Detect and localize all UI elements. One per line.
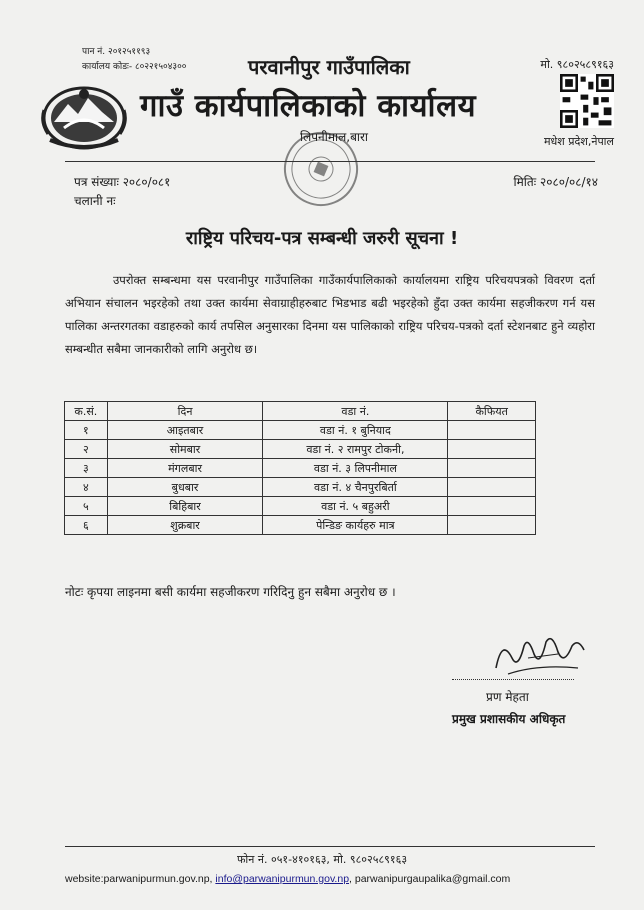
cell-day: मंगलबार <box>107 459 263 478</box>
table-row <box>65 516 536 535</box>
footer-contacts <box>65 873 510 885</box>
cell-ward: पेन्डिङ कार्यहरु मात्र <box>263 516 448 535</box>
footer-phone: फोन नं. ०५१-४१०१६३, मो. ९८०२५८९१६३ <box>236 853 408 866</box>
cell-remarks <box>448 459 536 478</box>
gmail-email-link[interactable]: , parwanipurgaupalika@gmail.com <box>349 873 511 885</box>
table-header-row <box>65 402 536 421</box>
notice-note: नोटः कृपया लाइनमा बसी कार्यमा सहजीकरण गरिदिनु हुन सबैमा अनुरोध छ । <box>65 585 396 599</box>
cell-day: सोमबार <box>107 440 263 459</box>
cell-serial: ६ <box>65 516 108 535</box>
col-serial: क.सं. <box>65 402 108 421</box>
col-day: दिन <box>107 402 263 421</box>
table-row <box>65 440 536 459</box>
cell-remarks <box>448 497 536 516</box>
table-row <box>65 459 536 478</box>
official-stamp-icon <box>280 128 362 210</box>
office-address: लिपनीमाल,बारा <box>300 130 369 144</box>
cell-remarks <box>448 478 536 497</box>
province: मधेश प्रदेश,नेपाल <box>543 135 614 148</box>
table-row <box>65 421 536 440</box>
cell-remarks <box>448 516 536 535</box>
cell-serial: ४ <box>65 478 108 497</box>
signer-name: प्रण मेहता <box>486 690 529 704</box>
cell-ward: वडा नं. १ बुनियाद <box>263 421 448 440</box>
footer-rule <box>65 846 595 847</box>
cell-day: बुधबार <box>107 478 263 497</box>
cell-ward: वडा नं. २ रामपुर टोकनी, <box>263 440 448 459</box>
notice-subject: राष्ट्रिय परिचय-पत्र सम्बन्धी जरुरी सूचना ! <box>185 228 459 249</box>
signature-line <box>452 679 574 680</box>
cell-day: आइतबार <box>107 421 263 440</box>
nepal-emblem-icon <box>40 82 128 152</box>
cell-ward: वडा नं. ३ लिपनीमाल <box>263 459 448 478</box>
office-title: गाउँ कार्यपालिकाको कार्यालय <box>140 88 477 124</box>
letter-date: मितिः २०८०/०८/१४ <box>513 175 598 189</box>
cell-serial: २ <box>65 440 108 459</box>
cell-ward: वडा नं. ४ चैनपुरबिर्ता <box>263 478 448 497</box>
handwritten-signature-icon <box>488 628 588 680</box>
header-mobile: मो. ९८०२५८९१६३ <box>540 58 614 71</box>
dispatch-number: चलानी नः <box>74 194 116 208</box>
col-ward: वडा नं. <box>263 402 448 421</box>
signer-designation: प्रमुख प्रशासकीय अधिकृत <box>452 712 566 726</box>
ward-schedule-table <box>64 401 536 535</box>
notice-body: उपरोक्त सम्बन्धमा यस परवानीपुर गाउँपालिका गाउँकार्यपालिकाको कार्यालयमा राष्ट्रिय परिचयपत्रको विवरण दर्ता अभियान संचालन भइरहेको तथा उक्त कार्यमा सेवाग्राहीहरुबाट भिडभाड बढी भइरहेको हुँदा उक्त कार्यमा सहजीकरण गर्न यस पालिका अन्तरगतका वडाहरुको कार्य तपसिल अनुसारका दिनमा यस पालिकाको राष्ट्रिय परिचय-पत्रको दर्ता स्टेशनबाट हुने व्यहोरा सम्बन्धीत सबैमा जानकारीको लागि अनुरोध छ। <box>65 273 595 356</box>
municipality-name: परवानीपुर गाउँपालिका <box>248 55 410 79</box>
pan-number: पान नं. २०१२५११९३ <box>82 47 151 57</box>
cell-day: बिहिबार <box>107 497 263 516</box>
website-link[interactable]: website:parwanipurmun.gov.np, <box>65 873 213 885</box>
table-row <box>65 497 536 516</box>
cell-ward: वडा नं. ५ बहुअरी <box>263 497 448 516</box>
cell-serial: १ <box>65 421 108 440</box>
table-row <box>65 478 536 497</box>
cell-day: शुक्रबार <box>107 516 263 535</box>
qr-code-icon <box>560 74 614 128</box>
office-email-link[interactable]: info@parwanipurmun.gov.np <box>215 873 350 885</box>
cell-remarks <box>448 421 536 440</box>
office-code: कार्यालय कोडः- ८०२२१५०४३०० <box>82 62 187 72</box>
header-rule <box>65 161 595 162</box>
letter-number: पत्र संख्याः २०८०/०८१ <box>74 175 171 189</box>
cell-serial: ३ <box>65 459 108 478</box>
col-remarks: कैफियत <box>448 402 536 421</box>
cell-remarks <box>448 440 536 459</box>
cell-serial: ५ <box>65 497 108 516</box>
